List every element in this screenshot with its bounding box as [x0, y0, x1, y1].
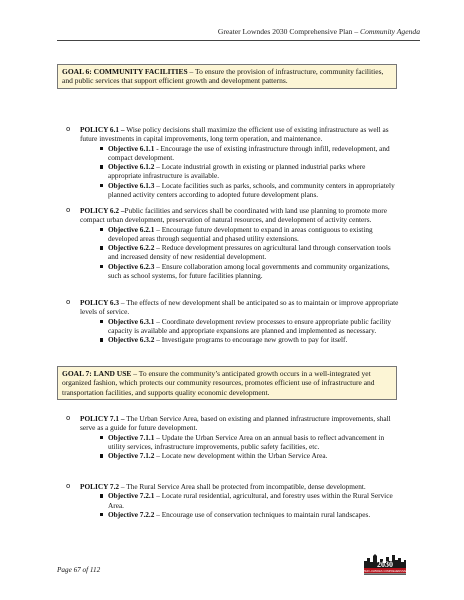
square-bullet-icon	[100, 147, 103, 150]
policy-6-3	[66, 298, 400, 345]
hollow-bullet-icon: o	[66, 414, 71, 422]
objective-item	[80, 433, 400, 452]
square-bullet-icon	[100, 513, 103, 516]
square-bullet-icon	[100, 320, 103, 323]
objective-text: – Reduce development pressures on agricultural land through conservation tools and increased density of new residential development.	[108, 243, 391, 262]
page-header	[218, 27, 420, 36]
goal-6-box	[57, 64, 397, 89]
goal-7-text: – To ensure the community’s anticipated growth occurs in a well-integrated yet organized fashion, which protects our community resources, promotes efficient use of infrastructure and transportation facilities, and supports quality economic development.	[62, 369, 375, 397]
objective-item	[80, 162, 400, 181]
hollow-bullet-icon: o	[66, 482, 71, 490]
objective-text: – Locate industrial growth in existing or planned industrial parks where appropriate infrastructure is available.	[108, 162, 366, 181]
objective-label: Objective 7.2.1	[108, 491, 155, 501]
objective-label: Objective 6.1.3	[108, 180, 155, 190]
square-bullet-icon	[100, 265, 103, 268]
square-bullet-icon	[100, 436, 103, 439]
objective-text: – Coordinate development review processes to ensure appropriate public facility capacity is available and appropriate expansions are planned and implemented as necessary.	[108, 316, 392, 335]
objective-item	[80, 243, 400, 262]
policy-7-1	[66, 414, 400, 461]
objective-label: Objective 6.2.3	[108, 261, 155, 271]
goal-6-text: – To ensure the provision of infrastructure, community facilities, and public services that support efficient growth and development patterns.	[62, 67, 384, 86]
objective-text: – Locate facilities such as parks, schools, and community centers in appropriately planned activity centers according to adopted future development plans.	[108, 180, 395, 200]
page-number: Page 67 of 112	[57, 566, 101, 574]
objective-label: Objective 7.1.2	[108, 451, 155, 461]
objective-item	[80, 225, 400, 244]
objective-item	[80, 144, 400, 163]
objective-item	[80, 491, 400, 510]
objective-text: – Encourage future development to expand in areas contiguous to existing developed areas through sequential and phased utility extensions.	[108, 224, 373, 243]
header-rule	[57, 40, 420, 41]
objective-item	[80, 317, 400, 336]
logo-year: 2030	[377, 560, 393, 569]
square-bullet-icon	[100, 494, 103, 497]
plan-logo	[356, 552, 414, 578]
policy-label: POLICY 6.1 –	[80, 125, 125, 134]
objective-text: – Update the Urban Service Area on an annual basis to reflect advancement in utility services, infrastructure improvements, public safety facilities, etc.	[108, 432, 385, 451]
square-bullet-icon	[100, 184, 103, 187]
objective-item	[80, 451, 400, 460]
policy-7-2	[66, 482, 400, 519]
objective-label: Objective 6.2.2	[108, 243, 155, 253]
square-bullet-icon	[100, 338, 103, 341]
policy-label: POLICY 6.2 –	[80, 206, 125, 215]
square-bullet-icon	[100, 454, 103, 457]
square-bullet-icon	[100, 246, 103, 249]
objective-label: Objective 6.3.1	[108, 316, 155, 326]
policy-text: Public facilities and services shall be coordinated with land use planning to promote more compact urban development, preservation of natural resources, and development of activity centers.	[80, 206, 387, 225]
objective-text: – Ensure collaboration among local governments and community organizations, such as school systems, for future facilities planning.	[108, 261, 390, 281]
hollow-bullet-icon: o	[66, 206, 71, 214]
hollow-bullet-icon: o	[66, 298, 71, 306]
policy-text: – The effects of new development shall be anticipated so as to maintain or improve appropriate levels of service.	[80, 298, 399, 317]
policy-label: POLICY 7.2	[80, 482, 120, 491]
hollow-bullet-icon: o	[66, 125, 71, 133]
objective-text: – Locate new development within the Urban Service Area.	[154, 451, 328, 461]
objective-label: Objective 6.1.1	[108, 143, 155, 153]
objective-text: – Encourage use of conservation techniques to maintain rural landscapes.	[154, 509, 371, 519]
goal-7-box	[57, 366, 397, 400]
square-bullet-icon	[100, 228, 103, 231]
objective-item	[80, 335, 400, 344]
objective-item	[80, 510, 400, 519]
objective-label: Objective 6.2.1	[108, 224, 155, 234]
objective-item	[80, 262, 400, 281]
objective-label: Objective 7.1.1	[108, 432, 155, 442]
goal-6-label: GOAL 6: COMMUNITY FACILITIES	[62, 67, 188, 76]
policy-6-1	[66, 125, 400, 200]
logo-subtitle: GREATER LOWNDES COMPREHENSIVE PLAN	[356, 570, 414, 573]
objective-label: Objective 7.2.2	[108, 509, 155, 519]
policy-6-2	[66, 206, 400, 281]
objective-text: – Locate rural residential, agricultural, and forestry uses within the Rural Service Area.	[108, 491, 393, 510]
header-agenda: Community Agenda	[360, 27, 420, 36]
header-title: Greater Lowndes 2030 Comprehensive Plan –	[217, 27, 361, 36]
objective-item	[80, 181, 400, 200]
objective-text: – Investigate programs to encourage new growth to pay for itself.	[154, 335, 348, 345]
objective-text: - Encourage the use of existing infrastructure through infill, redevelopment, and compact development.	[108, 143, 390, 162]
objective-label: Objective 6.3.2	[108, 335, 155, 345]
policy-label: POLICY 6.3	[80, 298, 120, 307]
policy-text: Wise policy decisions shall maximize the efficient use of existing infrastructure as well as future investments in capital improvements, long term operation, and maintenance.	[80, 125, 389, 144]
policy-text: – The Rural Service Area shall be protected from incompatible, dense development.	[119, 482, 366, 491]
objective-label: Objective 6.1.2	[108, 162, 155, 172]
square-bullet-icon	[100, 165, 103, 168]
policy-text: The Urban Service Area, based on existing and planned infrastructure improvements, shall serve as a guide for future development.	[80, 414, 391, 433]
policy-label: POLICY 7.1 –	[80, 414, 125, 423]
goal-7-label: GOAL 7: LAND USE	[62, 369, 132, 378]
